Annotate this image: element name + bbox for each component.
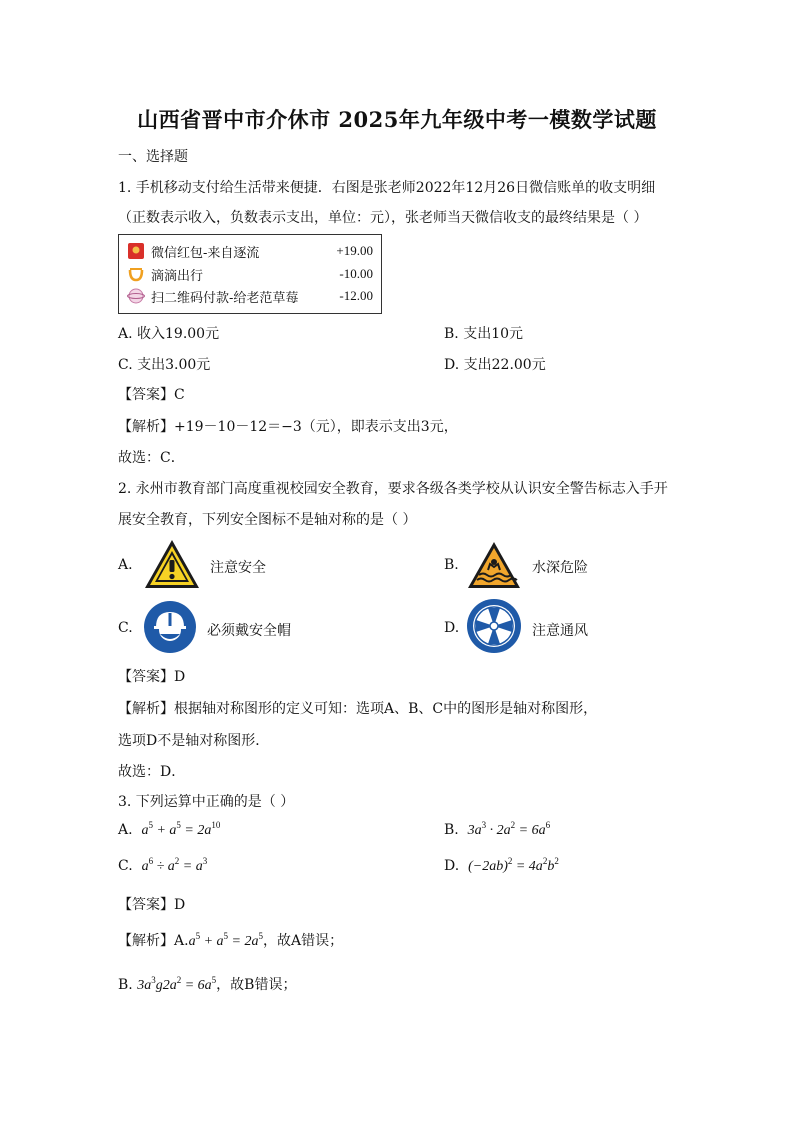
q2-analysis-line1: 【解析】根据轴对称图形的定义可知：选项A、B、C中的图形是轴对称图形， — [118, 701, 598, 717]
q1-text-line1: 1. 手机移动支付给生活带来便捷．右图是张老师2022年12月26日微信账单的收支明细 — [118, 180, 656, 196]
section-heading: 一、选择题 — [118, 149, 188, 165]
bill-row — [127, 241, 373, 261]
warning-triangle-icon — [143, 538, 201, 590]
q1-text-line2: （正数表示收入，负数表示支出，单位：元），张老师当天微信收支的最终结果是（ ） — [118, 210, 648, 226]
q2-text-line1: 2. 永州市教育部门高度重视校园安全教育，要求各级各类学校从认识安全警告标志入手开 — [118, 481, 668, 497]
q2-answer: 【答案】D — [118, 669, 186, 685]
q2-conclusion: 故选：D． — [118, 764, 186, 780]
q2-analysis-line2: 选项D不是轴对称图形． — [118, 733, 270, 749]
q2-option-letter: C. — [118, 620, 133, 636]
qr-payment-icon — [127, 287, 145, 305]
q3-option-d: D. $(-2ab)^2 = 4a^2b^2$ — [444, 856, 559, 874]
wechat-bill-box — [118, 234, 382, 314]
q3-text-line1: 3. 下列运算中正确的是（ ） — [118, 794, 295, 810]
q3-answer: 【答案】D — [118, 897, 186, 913]
helmet-icon — [143, 600, 197, 654]
q2-option-letter: D. — [444, 620, 460, 636]
q2-option-label: 注意通风 — [532, 623, 588, 639]
q3-analysis-b-tail: ，故B错误； — [216, 977, 297, 993]
q1-option-c: C. 支出3.00元 — [118, 357, 211, 373]
deep-water-icon — [466, 540, 522, 590]
q2-option-label: 必须戴安全帽 — [207, 623, 291, 639]
q2-option-letter: A. — [118, 557, 133, 573]
bill-label: 扫二维码付款-给老范草莓 — [151, 290, 299, 306]
q3-analysis-b: B. $3a^3g2a^2 = 6a^5$，故B错误； — [118, 975, 297, 993]
bill-amount: -12.00 — [339, 288, 373, 303]
q2-option-label: 水深危险 — [532, 560, 588, 576]
q2-option-letter: B. — [444, 557, 459, 573]
q3-analysis-prefix: 【解析】A. — [118, 933, 189, 949]
bill-label: 微信红包-来自逐流 — [151, 245, 260, 261]
q3-option-c: C. $a^6 \div a^2 = a^3$ — [118, 856, 208, 874]
bill-amount: -10.00 — [339, 266, 373, 281]
bill-row — [127, 264, 373, 284]
q1-answer: 【答案】C — [118, 387, 185, 403]
bill-row — [127, 286, 373, 306]
q1-option-a: A. 收入19.00元 — [118, 326, 220, 342]
didi-icon — [127, 265, 145, 283]
q1-conclusion: 故选：C． — [118, 450, 185, 466]
q3-option-a: A. $a^5 + a^5 = 2a^{10}$ — [118, 820, 221, 838]
red-packet-icon — [127, 242, 145, 260]
ventilation-fan-icon — [466, 598, 522, 654]
q3-analysis-a-tail: ，故A错误； — [262, 933, 344, 949]
q2-option-label: 注意安全 — [210, 560, 266, 576]
bill-label: 滴滴出行 — [151, 268, 204, 284]
page-title: 山西省晋中市介休市 2025年九年级中考一模数学试题 — [137, 107, 657, 132]
bill-amount: +19.00 — [336, 243, 373, 258]
q3-option-b: B. $3a^3 \cdot 2a^2 = 6a^6$ — [444, 820, 551, 838]
q1-option-b: B. 支出10元 — [444, 326, 524, 342]
q1-option-d: D. 支出22.00元 — [444, 357, 546, 373]
q3-analysis-a: 【解析】$A.a^5 + a^5 = 2a^5$，故A错误； — [118, 931, 344, 949]
q2-text-line2: 展安全教育，下列安全图标不是轴对称的是（ ） — [118, 512, 417, 528]
q1-analysis: 【解析】+19－10－12＝−3（元），即表示支出3元， — [118, 419, 458, 435]
